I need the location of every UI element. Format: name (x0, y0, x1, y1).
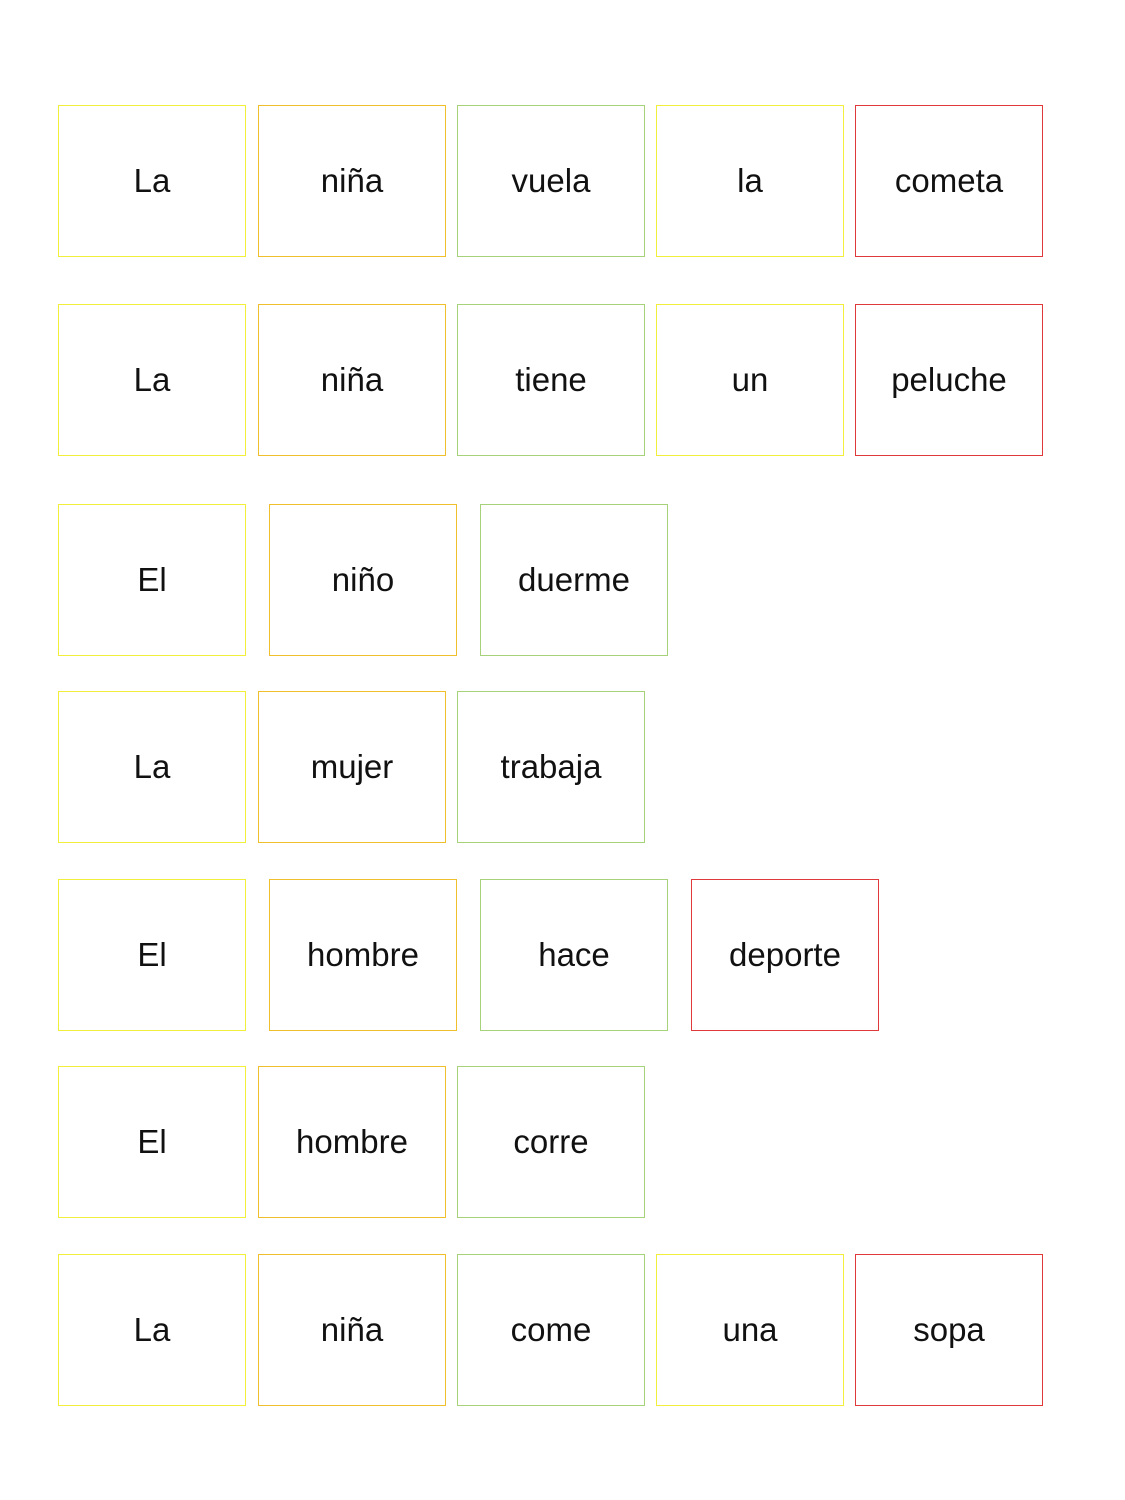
word-label: una (722, 1311, 778, 1348)
word-label: sopa (913, 1311, 985, 1348)
word-label: cometa (894, 162, 1004, 199)
word-label: niña (320, 361, 384, 398)
word-card-article (58, 105, 246, 257)
word-card-article (58, 504, 246, 656)
word-card-verb (457, 304, 645, 456)
word-card-object (855, 304, 1043, 456)
word-label: La (133, 1311, 171, 1348)
word-label: la (737, 162, 763, 199)
word-label: hombre (307, 936, 419, 973)
word-label: vuela (511, 162, 591, 199)
word-label: mujer (310, 748, 394, 785)
word-label: hombre (296, 1123, 408, 1160)
word-card-determiner (656, 1254, 844, 1406)
word-label: niño (331, 561, 395, 598)
word-card-subject (258, 1254, 446, 1406)
word-label: duerme (518, 561, 630, 598)
word-card-verb (457, 1066, 645, 1218)
word-label: deporte (729, 936, 841, 973)
word-label: trabaja (500, 748, 602, 785)
word-card-subject (269, 504, 457, 656)
word-label: El (137, 936, 167, 973)
word-label: un (731, 361, 769, 398)
word-label: corre (513, 1123, 589, 1160)
word-card-article (58, 691, 246, 843)
word-label: La (133, 361, 171, 398)
word-card-subject (258, 691, 446, 843)
word-label: niña (320, 162, 384, 199)
word-card-subject (258, 304, 446, 456)
word-card-article (58, 879, 246, 1031)
word-label: niña (320, 1311, 384, 1348)
word-card-subject (258, 105, 446, 257)
word-card-article (58, 1254, 246, 1406)
word-card-object (855, 1254, 1043, 1406)
word-label: El (137, 1123, 167, 1160)
word-card-verb (480, 504, 668, 656)
word-card-object (855, 105, 1043, 257)
word-label: hace (538, 936, 610, 973)
word-card-determiner (656, 105, 844, 257)
word-card-verb (457, 691, 645, 843)
word-label: peluche (891, 361, 1007, 398)
word-card-determiner (656, 304, 844, 456)
word-card-verb (480, 879, 668, 1031)
word-label: La (133, 162, 171, 199)
word-card-subject (258, 1066, 446, 1218)
word-card-article (58, 304, 246, 456)
word-card-verb (457, 1254, 645, 1406)
word-label: tiene (515, 361, 587, 398)
word-label: El (137, 561, 167, 598)
word-card-object (691, 879, 879, 1031)
word-card-verb (457, 105, 645, 257)
word-card-article (58, 1066, 246, 1218)
word-label: La (133, 748, 171, 785)
word-label: come (510, 1311, 592, 1348)
word-card-subject (269, 879, 457, 1031)
